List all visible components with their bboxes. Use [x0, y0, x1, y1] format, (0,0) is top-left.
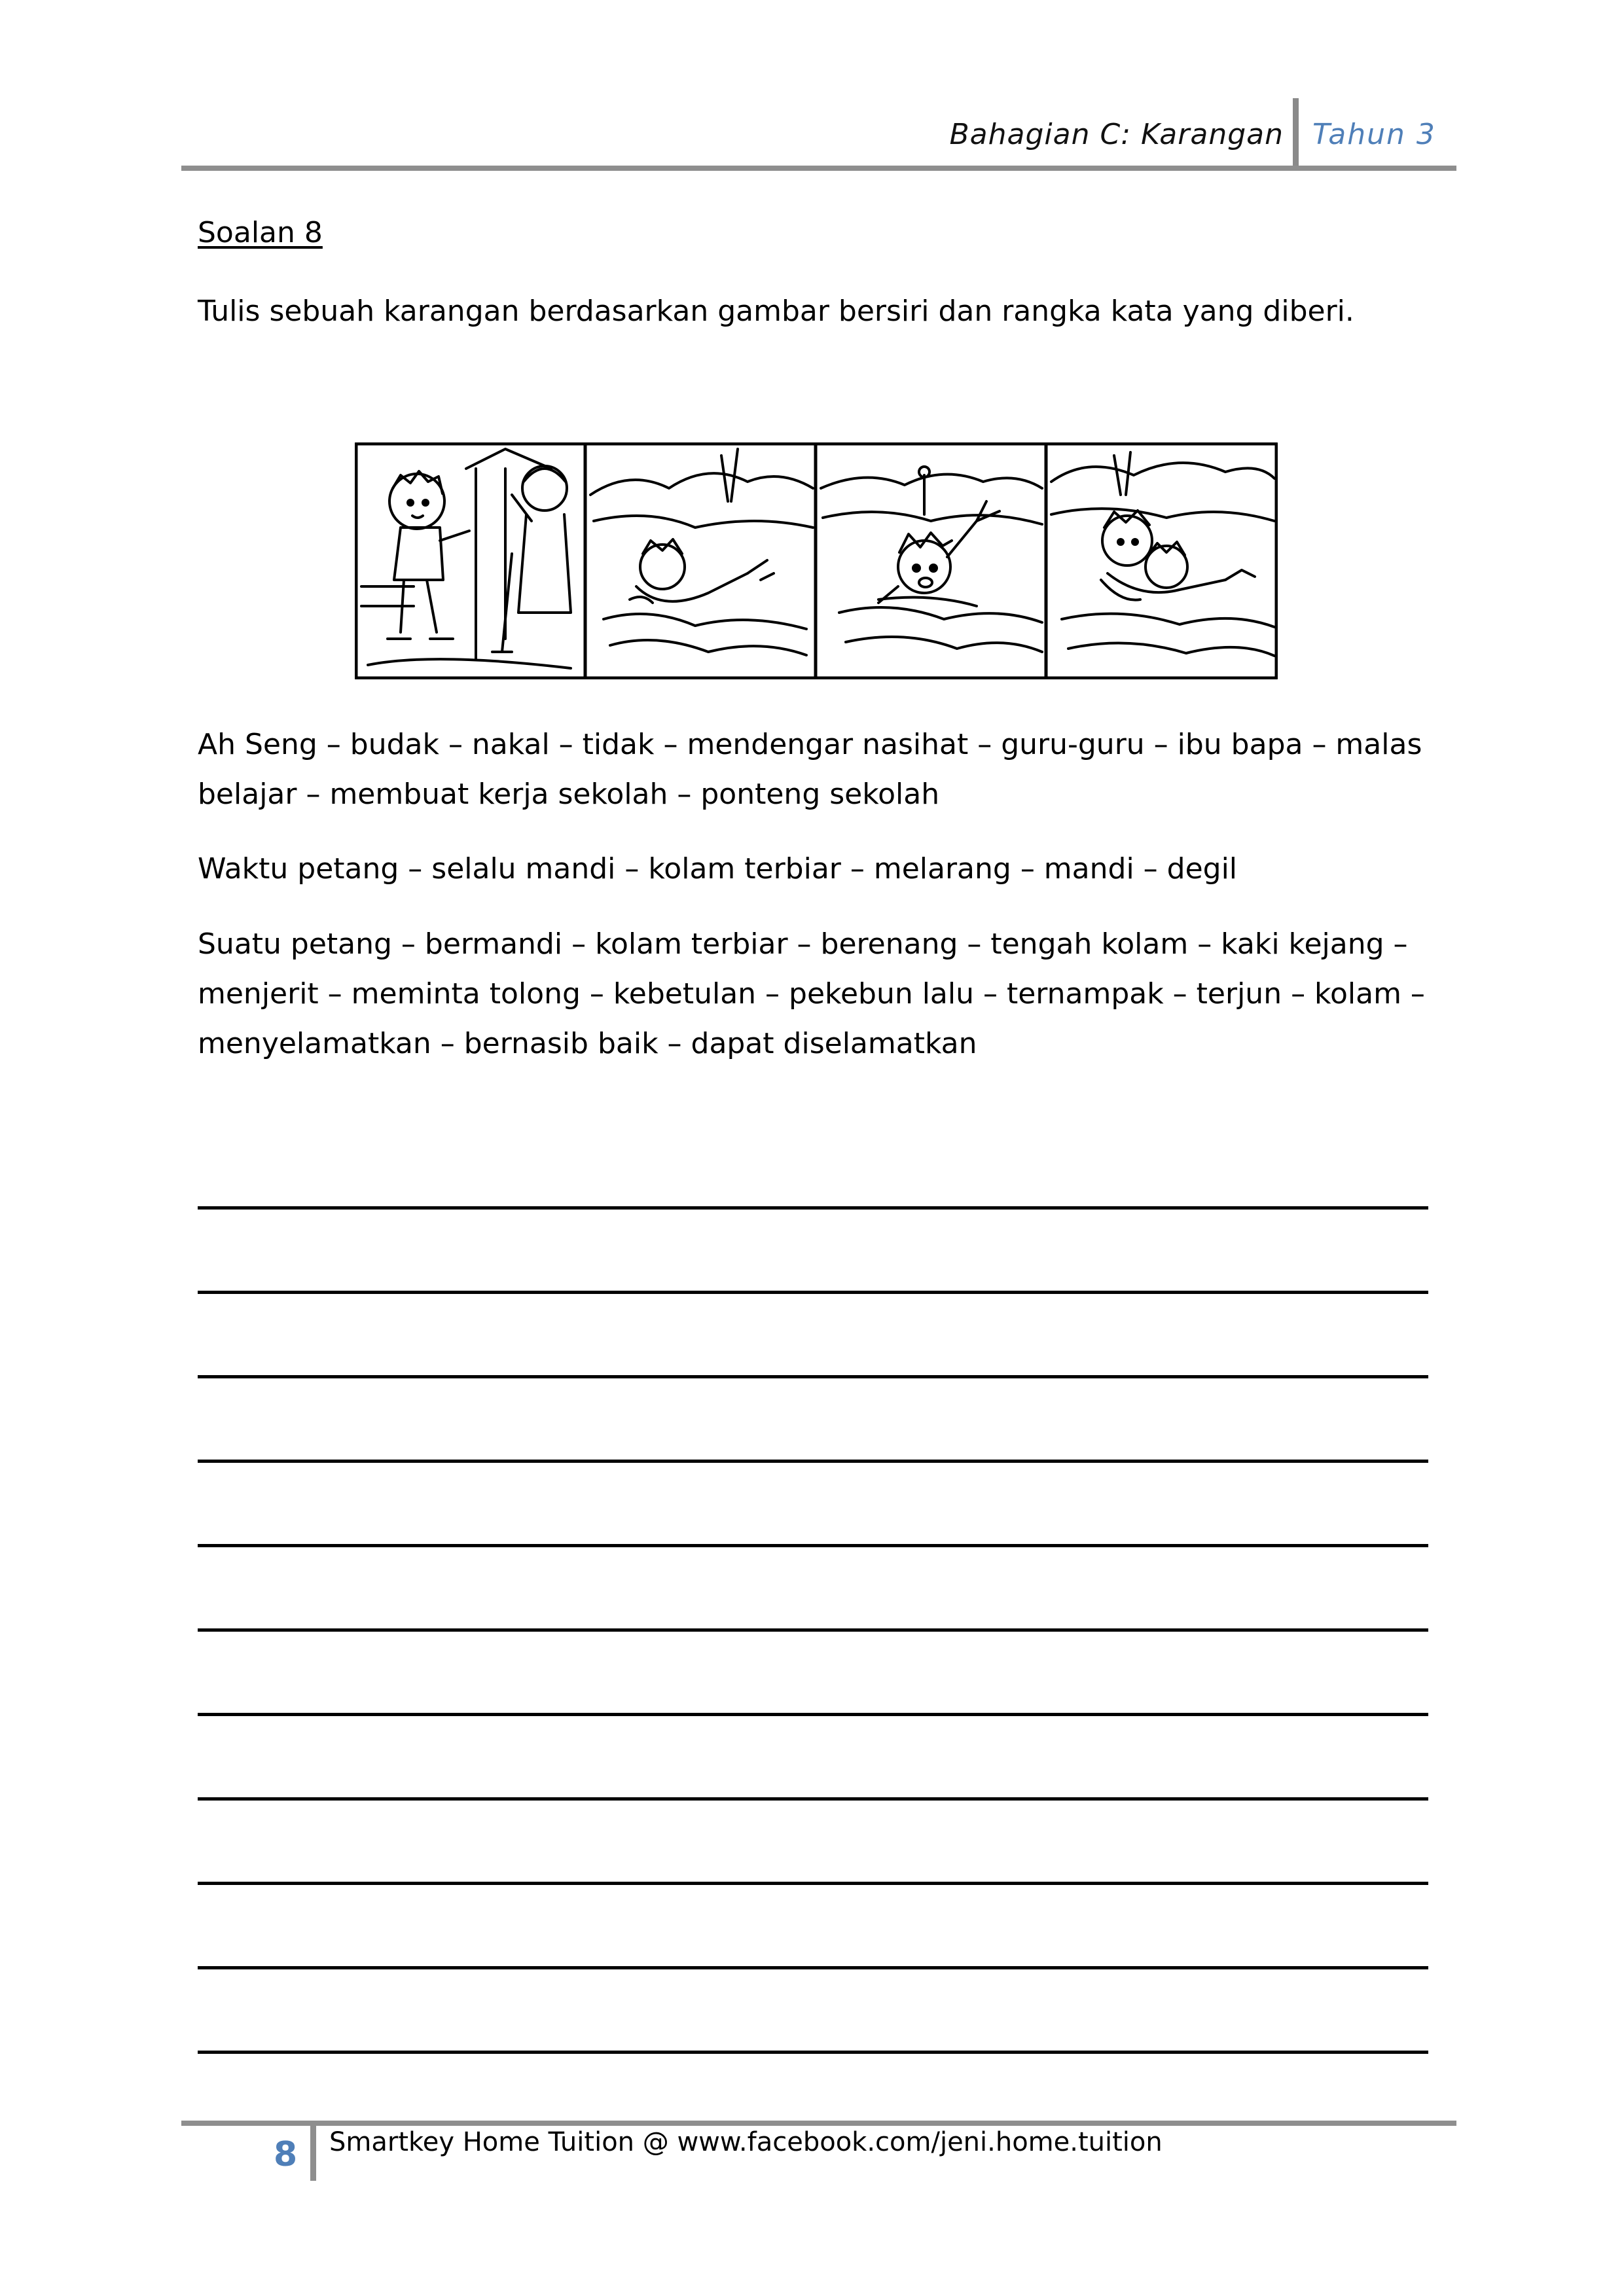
panel-2-illustration: [590, 449, 813, 655]
answer-line[interactable]: [198, 1460, 1428, 1463]
answer-line[interactable]: [198, 2051, 1428, 2054]
answer-line[interactable]: [198, 1966, 1428, 1969]
answer-line[interactable]: [198, 1206, 1428, 1210]
question-label: Soalan 8: [198, 216, 323, 249]
picture-series: [355, 442, 1278, 679]
word-outline-paragraph-2: Waktu petang – selalu mandi – kolam terbiar – melarang – mandi – degil: [198, 852, 1238, 886]
word-outline-paragraph-1: Ah Seng – budak – nakal – tidak – mendengar nasihat – guru-guru – ibu bapa – malas belajar – membuat kerja sekolah – ponteng sekolah: [198, 728, 1422, 811]
page-number: 8: [274, 2135, 298, 2174]
panel-1-illustration: [361, 449, 571, 668]
instruction-text: Tulis sebuah karangan berdasarkan gambar bersiri dan rangka kata yang diberi.: [198, 295, 1354, 328]
answer-line[interactable]: [198, 1544, 1428, 1547]
header-rule: [181, 166, 1456, 171]
year-label: Tahun 3: [1312, 118, 1436, 151]
answer-line[interactable]: [198, 1375, 1428, 1378]
footer-credit: Smartkey Home Tuition @ www.facebook.com/jeni.home.tuition: [329, 2127, 1163, 2157]
answer-line[interactable]: [198, 1797, 1428, 1801]
footer-rule: [181, 2121, 1456, 2126]
panel-3-illustration: [821, 467, 1042, 652]
word-outline-paragraph-3: Suatu petang – bermandi – kolam terbiar – berenang – tengah kolam – kaki kejang – menjerit – meminta tolong – kebetulan – pekebun lalu – ternampak – terjun – kolam – menyelamatkan – bernasib baik – dapat diselamatkan: [198, 927, 1425, 1060]
footer-divider: [310, 2121, 316, 2181]
answer-line[interactable]: [198, 1713, 1428, 1716]
answer-line[interactable]: [198, 1628, 1428, 1632]
answer-line[interactable]: [198, 1291, 1428, 1294]
panel-4-illustration: [1051, 452, 1274, 656]
header-divider: [1293, 98, 1299, 169]
answer-line[interactable]: [198, 1882, 1428, 1885]
section-title: Bahagian C: Karangan: [949, 118, 1284, 151]
